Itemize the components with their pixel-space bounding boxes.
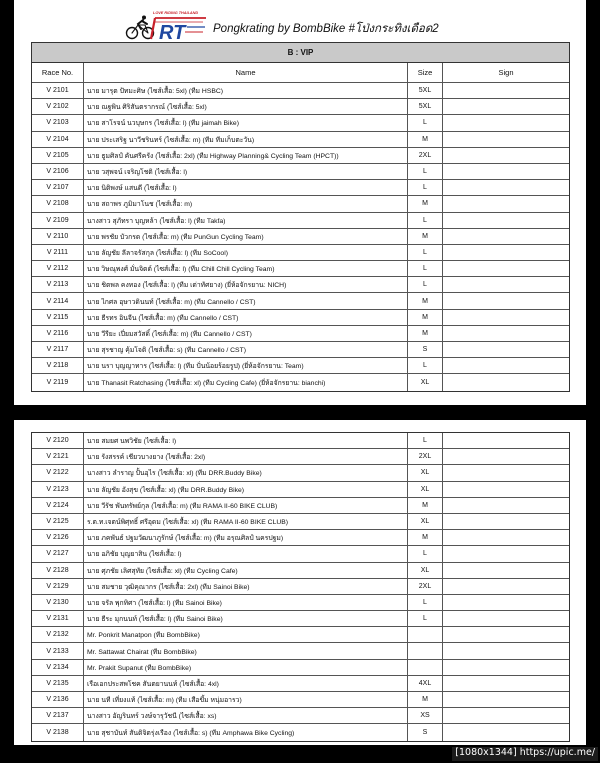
- race-number-cell: V 2124: [32, 498, 84, 513]
- table-row: [32, 293, 569, 309]
- size-cell: M: [408, 530, 443, 545]
- race-number-cell: V 2110: [32, 229, 84, 244]
- vip-table-continued: [31, 432, 570, 742]
- sign-cell: [443, 99, 569, 114]
- race-number-cell: V 2116: [32, 326, 84, 341]
- table-row: [32, 310, 569, 326]
- name-cell: Mr. Sattawat Chairat (ทีม BombBike): [84, 643, 408, 658]
- race-number-cell: V 2106: [32, 164, 84, 179]
- size-cell: 4XL: [408, 676, 443, 691]
- name-cell: นาย สมยศ นพวิชัย (ไซส์เสื้อ: l): [84, 433, 408, 448]
- sign-cell: [443, 595, 569, 610]
- table-body: [32, 83, 569, 391]
- name-cell: นาย พรชัย บัวกรด (ไซส์เสื้อ: m) (ทีม PunGun Cycling Team): [84, 229, 408, 244]
- size-cell: M: [408, 132, 443, 147]
- race-number-cell: V 2136: [32, 692, 84, 707]
- sign-cell: [443, 180, 569, 195]
- race-number-cell: V 2128: [32, 563, 84, 578]
- name-cell: นางสาว อัญรินทร์ วงษ์จารุวัชนี (ไซส์เสื้อ: xs): [84, 708, 408, 723]
- table-row: [32, 595, 569, 611]
- table-row: [32, 83, 569, 99]
- table-row: [32, 326, 569, 342]
- name-cell: นาย วีรัช พันทรัพย์กุล (ไซส์เสื้อ: m) (ทีม RAMA II-60 BIKE CLUB): [84, 498, 408, 513]
- sign-cell: [443, 611, 569, 626]
- sign-cell: [443, 229, 569, 244]
- race-number-cell: V 2126: [32, 530, 84, 545]
- table-body: [32, 433, 569, 741]
- vip-table: [31, 42, 570, 392]
- name-cell: นาย ธีระ มุกนนท์ (ไซส์เสื้อ: l) (ทีม Sainoi Bike): [84, 611, 408, 626]
- name-cell: นาย ชิตพล คงทอง (ไซส์เสื้อ: l) (ทีม เต่าทัศยาง) (ยี่ห้อจักรยาน: NICH): [84, 277, 408, 292]
- race-number-cell: V 2132: [32, 627, 84, 642]
- table-row: [32, 676, 569, 692]
- table-row: [32, 277, 569, 293]
- race-number-cell: V 2115: [32, 310, 84, 325]
- size-cell: S: [408, 724, 443, 740]
- name-cell: นาย สุชาบันท์ สันติจิตรุ่งเรือง (ไซส์เสื้อ: s) (ทีม Amphawa Bike Cycling): [84, 724, 408, 740]
- sign-cell: [443, 449, 569, 464]
- race-number-cell: V 2135: [32, 676, 84, 691]
- size-cell: L: [408, 433, 443, 448]
- sign-cell: [443, 433, 569, 448]
- sign-cell: [443, 482, 569, 497]
- sign-cell: [443, 148, 569, 163]
- table-row: [32, 99, 569, 115]
- table-row: [32, 229, 569, 245]
- table-row: [32, 148, 569, 164]
- table-row: [32, 514, 569, 530]
- table-row: [32, 498, 569, 514]
- race-number-cell: V 2127: [32, 546, 84, 561]
- table-row: [32, 692, 569, 708]
- sign-cell: [443, 310, 569, 325]
- name-cell: นาย ศุภชัย เลิศสุทัย (ไซส์เสื้อ: xl) (ทีม Cycling Cafe): [84, 563, 408, 578]
- name-cell: นาย อภิชัย บุญยาสิน (ไซส์เสื้อ: l): [84, 546, 408, 561]
- table-row: [32, 433, 569, 449]
- size-cell: M: [408, 196, 443, 211]
- sign-cell: [443, 514, 569, 529]
- race-number-cell: V 2137: [32, 708, 84, 723]
- table-row: [32, 196, 569, 212]
- column-header-size: Size: [408, 63, 443, 82]
- name-cell: นาย ลัญชัย ลีลาจรัสกุล (ไซส์เสื้อ: l) (ทีม SoCool): [84, 245, 408, 260]
- name-cell: นาย จรัล พุกทิศา (ไซส์เสื้อ: l) (ทีม Sainoi Bike): [84, 595, 408, 610]
- logo-tagline: LOVE RIDING THAILAND: [153, 11, 199, 15]
- sign-cell: [443, 643, 569, 658]
- name-cell: นาย ลัญชัย อังสุข (ไซส์เสื้อ: xl) (ทีม DRR.Buddy Bike): [84, 482, 408, 497]
- sign-cell: [443, 261, 569, 276]
- sign-cell: [443, 358, 569, 373]
- race-number-cell: V 2138: [32, 724, 84, 740]
- sign-cell: [443, 498, 569, 513]
- name-cell: ร.ต.ท.เจตน์พิศุทธิ์ ศรีอุดม (ไซส์เสื้อ: xl) (ทีม RAMA II-60 BIKE CLUB): [84, 514, 408, 529]
- sign-cell: [443, 245, 569, 260]
- table-row: [32, 342, 569, 358]
- race-number-cell: V 2107: [32, 180, 84, 195]
- race-number-cell: V 2108: [32, 196, 84, 211]
- table-row: [32, 374, 569, 390]
- size-cell: [408, 660, 443, 675]
- name-cell: Mr. Ponkrit Manatpon (ทีม BombBike): [84, 627, 408, 642]
- name-cell: นางสาว ลำราญ ปั้นอุไร (ไซส์เสื้อ: xl) (ทีม DRR.Buddy Bike): [84, 465, 408, 480]
- sign-cell: [443, 115, 569, 130]
- race-number-cell: V 2120: [32, 433, 84, 448]
- race-number-cell: V 2118: [32, 358, 84, 373]
- table-row: [32, 164, 569, 180]
- name-cell: นาย วสุพจน์ เจริญโชติ (ไซส์เสื้อ: l): [84, 164, 408, 179]
- table-row: [32, 627, 569, 643]
- name-cell: นาย สาโรจน์ นวบุษกร (ไซส์เสื้อ: l) (ทีม jaimah Bike): [84, 115, 408, 130]
- table-row: [32, 546, 569, 562]
- column-header-sign: Sign: [498, 68, 514, 77]
- sign-cell: [443, 342, 569, 357]
- size-cell: L: [408, 213, 443, 228]
- size-cell: XL: [408, 563, 443, 578]
- section-title: B : VIP: [32, 43, 569, 63]
- name-cell: นาย ณฐพิน ศิริสันตรากรณ์ (ไซส์เสื้อ: 5xl): [84, 99, 408, 114]
- size-cell: L: [408, 261, 443, 276]
- table-row: [32, 115, 569, 131]
- sign-cell: [443, 676, 569, 691]
- race-number-cell: V 2112: [32, 261, 84, 276]
- size-cell: L: [408, 115, 443, 130]
- sign-cell: [443, 83, 569, 98]
- sign-cell: [443, 132, 569, 147]
- race-number-cell: V 2121: [32, 449, 84, 464]
- name-cell: นาย มารุต ปัทมะศิษ (ไซส์เสื้อ: 5xl) (ทีม HSBC): [84, 83, 408, 98]
- size-cell: XL: [408, 482, 443, 497]
- watermark: [1080x1344] https://upic.me/: [452, 747, 598, 761]
- table-row: [32, 213, 569, 229]
- sign-cell: [443, 579, 569, 594]
- race-number-cell: V 2129: [32, 579, 84, 594]
- table-row: [32, 132, 569, 148]
- size-cell: XL: [408, 465, 443, 480]
- size-cell: L: [408, 595, 443, 610]
- table-row: [32, 358, 569, 374]
- race-number-cell: V 2105: [32, 148, 84, 163]
- table-row: [32, 724, 569, 740]
- sign-cell: [443, 546, 569, 561]
- race-number-cell: V 2102: [32, 99, 84, 114]
- race-number-cell: V 2131: [32, 611, 84, 626]
- table-row: [32, 530, 569, 546]
- sign-cell: [443, 196, 569, 211]
- size-cell: L: [408, 358, 443, 373]
- size-cell: M: [408, 498, 443, 513]
- name-cell: นาย นที เที่ยงแท้ (ไซส์เสื้อ: m) (ทีม เสือขึ้ม หนุ่มอารว): [84, 692, 408, 707]
- size-cell: M: [408, 326, 443, 341]
- name-cell: นาย วิษณุพงศ์ มั่นจิตต์ (ไซส์เสื้อ: l) (ทีม Chill Chill Cycling Team): [84, 261, 408, 276]
- size-cell: XS: [408, 708, 443, 723]
- table-row: [32, 708, 569, 724]
- race-number-cell: V 2101: [32, 83, 84, 98]
- size-cell: 2XL: [408, 579, 443, 594]
- sign-cell: [443, 465, 569, 480]
- size-cell: 5XL: [408, 99, 443, 114]
- size-cell: L: [408, 180, 443, 195]
- size-cell: L: [408, 245, 443, 260]
- race-number-cell: V 2133: [32, 643, 84, 658]
- race-number-cell: V 2103: [32, 115, 84, 130]
- race-number-cell: V 2111: [32, 245, 84, 260]
- sign-cell: [443, 724, 569, 740]
- cyclist-icon: [127, 16, 154, 39]
- race-number-cell: V 2119: [32, 374, 84, 390]
- race-number-cell: V 2130: [32, 595, 84, 610]
- size-cell: 2XL: [408, 148, 443, 163]
- table-row: [32, 449, 569, 465]
- sign-cell: [443, 326, 569, 341]
- name-cell: นาย สมชาย วุฒิคุณากร (ไซส์เสื้อ: 2xl) (ทีม Sainoi Bike): [84, 579, 408, 594]
- table-row: [32, 611, 569, 627]
- logo-mark: [151, 18, 206, 41]
- sign-cell: [443, 563, 569, 578]
- name-cell: นาย สุรชาญ คุ้มโจติ (ไซส์เสื้อ: s) (ทีม Cannello / CST): [84, 342, 408, 357]
- logo-mark-text: RT: [159, 22, 186, 41]
- size-cell: M: [408, 293, 443, 308]
- name-cell: นาย ประเสริฐ นาวีชรินทร์ (ไซส์เสื้อ: m) (ทีม ทีมเก็บตะวัน): [84, 132, 408, 147]
- size-cell: [408, 627, 443, 642]
- size-cell: L: [408, 164, 443, 179]
- size-cell: XL: [408, 374, 443, 390]
- document-page-2: [14, 420, 586, 745]
- table-row: [32, 482, 569, 498]
- race-number-cell: V 2114: [32, 293, 84, 308]
- race-number-cell: V 2125: [32, 514, 84, 529]
- race-number-cell: V 2117: [32, 342, 84, 357]
- size-cell: L: [408, 546, 443, 561]
- table-row: [32, 180, 569, 196]
- race-number-cell: V 2104: [32, 132, 84, 147]
- table-row: [32, 563, 569, 579]
- column-header-race-no: Race No.: [32, 63, 84, 82]
- size-cell: M: [408, 692, 443, 707]
- name-cell: เรือเอกประสพโชค สันตยานนท์ (ไซส์เสื้อ: 4xl): [84, 676, 408, 691]
- name-cell: นาย Thanasit Ratchasing (ไซส์เสื้อ: xl) (ทีม Cycling Cafe) (ยี่ห้อจักรยาน: bianchi): [84, 374, 408, 390]
- race-number-cell: V 2113: [32, 277, 84, 292]
- size-cell: L: [408, 611, 443, 626]
- column-header-row: [32, 63, 569, 83]
- sign-cell: [443, 530, 569, 545]
- table-row: [32, 465, 569, 481]
- size-cell: XL: [408, 514, 443, 529]
- name-cell: นาย ธูมศิลป์ คันศรีครัง (ไซส์เสื้อ: 2xl) (ทีม Highway Planning& Cycling Team (HPCT)): [84, 148, 408, 163]
- sign-cell: [443, 277, 569, 292]
- name-cell: นาย ภคพันธ์ ปฐมวัฒนาภูรักษ์ (ไซส์เสื้อ: m) (ทีม อรุณศิลป์ นครปฐม): [84, 530, 408, 545]
- sign-cell: [443, 293, 569, 308]
- column-header-name: Name: [84, 63, 408, 82]
- table-row: [32, 660, 569, 676]
- name-cell: นาย นิติพงษ์ แสนดี (ไซส์เสื้อ: l): [84, 180, 408, 195]
- name-cell: นาย นรา บุญญาทาร (ไซส์เสื้อ: l) (ทีม ปั่นน้อยร้อยรูป) (ยี่ห้อจักรยาน: Team): [84, 358, 408, 373]
- sign-cell: [443, 708, 569, 723]
- size-cell: 2XL: [408, 449, 443, 464]
- size-cell: S: [408, 342, 443, 357]
- logo: [125, 9, 207, 41]
- name-cell: นาย รังสรรค์ เชียวบางยาง (ไซส์เสื้อ: 2xl): [84, 449, 408, 464]
- race-number-cell: V 2134: [32, 660, 84, 675]
- size-cell: 5XL: [408, 83, 443, 98]
- size-cell: L: [408, 277, 443, 292]
- name-cell: นาย สถาพร ภูมิมาโนช (ไซส์เสื้อ: m): [84, 196, 408, 211]
- sign-cell: [443, 627, 569, 642]
- table-row: [32, 245, 569, 261]
- document-page-1: [14, 0, 586, 405]
- race-number-cell: V 2109: [32, 213, 84, 228]
- size-cell: M: [408, 229, 443, 244]
- sign-cell: [443, 692, 569, 707]
- name-cell: นางสาว สุภัทรา บุญหล้า (ไซส์เสื้อ: l) (ทีม Takfa): [84, 213, 408, 228]
- page-title: Pongkrating by BombBike #โป่งกระทิงเดือด2: [213, 23, 439, 35]
- table-row: [32, 261, 569, 277]
- name-cell: Mr. Prakit Supanut (ทีม BombBike): [84, 660, 408, 675]
- table-row: [32, 579, 569, 595]
- sign-cell: [443, 660, 569, 675]
- name-cell: นาย ธีรทร อินจีน (ไซส์เสื้อ: m) (ทีม Cannello / CST): [84, 310, 408, 325]
- name-cell: นาย วีรียะ เปี่ยมสวัสดิ์ (ไซส์เสื้อ: m) (ทีม Cannello / CST): [84, 326, 408, 341]
- size-cell: [408, 643, 443, 658]
- name-cell: นาย ไกศล อุษาวดินนท์ (ไซส์เสื้อ: m) (ทีม Cannello / CST): [84, 293, 408, 308]
- race-number-cell: V 2122: [32, 465, 84, 480]
- sign-cell: [443, 374, 569, 390]
- race-number-cell: V 2123: [32, 482, 84, 497]
- size-cell: M: [408, 310, 443, 325]
- table-row: [32, 643, 569, 659]
- sign-cell: [443, 164, 569, 179]
- sign-cell: [443, 213, 569, 228]
